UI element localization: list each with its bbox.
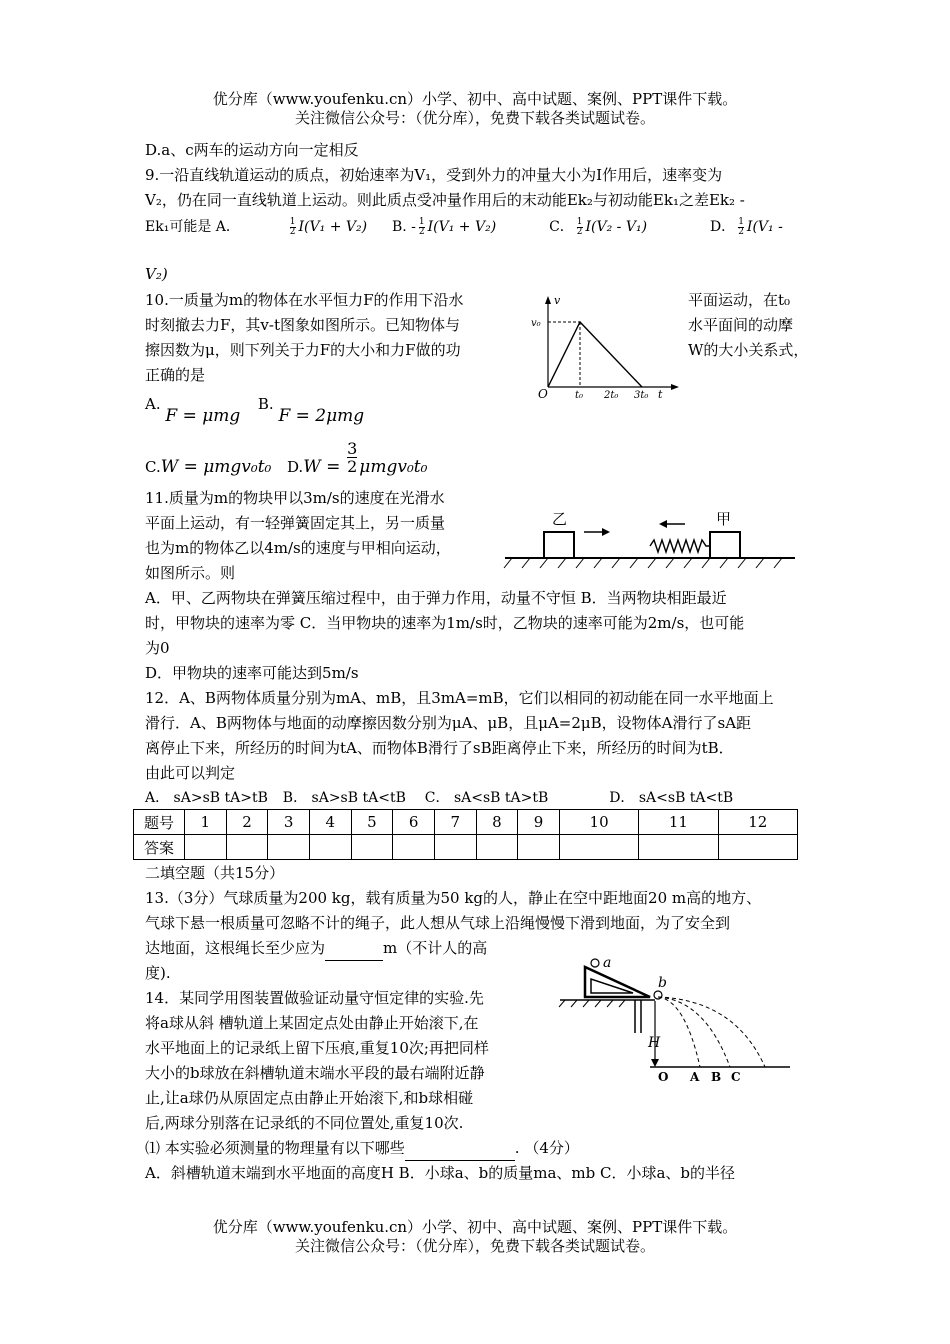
graph-vt-line	[548, 322, 642, 387]
table-cell-num: 1	[185, 810, 227, 835]
section2-title: 二填空题（共15分）	[145, 864, 285, 882]
q10-options-ab	[145, 392, 365, 426]
answer-cell[interactable]	[268, 835, 310, 860]
q11-option-bc: 时，甲物块的速率为零 C．当甲物块的速率为1m/s时，乙物块的速率可能为2m/s，也可能	[145, 614, 745, 632]
q9-frac-a: $\frac{1}{2}$	[289, 216, 296, 237]
q14-line2: 将a球从斜 槽轨道上某固定点处由静止开始滚下,在	[145, 1014, 479, 1032]
answer-table	[133, 809, 798, 860]
q14-experiment-figure	[555, 955, 795, 1085]
table-cell-num: 3	[268, 810, 310, 835]
q10-vt-graph	[530, 292, 680, 402]
q10-options-cd	[145, 440, 427, 480]
q9-line2: V₂，仍在同一直线轨道上运动。则此质点受冲量作用后的末动能Ek₂与初动能Ek₁之差Ek₂ -	[145, 191, 745, 209]
q14-line6: 后,两球分别落在记录纸的不同位置处,重复10次.	[145, 1114, 464, 1132]
q12-option-a: A． sA>sB tA>tB	[145, 790, 268, 806]
q14-answer-blank[interactable]	[405, 1144, 515, 1161]
graph-v-label: v	[554, 294, 561, 307]
q10-option-d-label: D.	[286, 457, 304, 476]
q9-frac-c: $\frac{1}{2}$	[576, 216, 583, 237]
q13-line2: 气球下悬一根质量可忽略不计的绳子，此人想从气球上沿绳慢慢下滑到地面，为了安全到	[145, 914, 731, 932]
fig-trajectory-a	[658, 997, 700, 1067]
q11-line2: 平面上运动，有一轻弹簧固定其上，另一质量	[145, 514, 446, 532]
q9-options	[145, 215, 810, 240]
q12-line4: 由此可以判定	[145, 764, 236, 782]
q10-line1: 10.一质量为m的物体在水平恒力F的作用下沿水	[145, 291, 464, 309]
q10-line1-right: 平面运动，在t₀	[688, 291, 791, 309]
answer-cell[interactable]	[518, 835, 560, 860]
page-footer-line1: 优分库（www.youfenku.cn）小学、初中、高中试题、案例、PPT课件下载。	[212, 1218, 738, 1236]
table-cell-num: 11	[639, 810, 718, 835]
q9-option-b-label: B. -	[391, 219, 416, 235]
q9-option-b: I(V₁ + V₂)	[427, 219, 497, 235]
table-cell-num: 6	[393, 810, 435, 835]
table-cell-num: 12	[718, 810, 797, 835]
fig-label-yi: 乙	[552, 510, 568, 528]
fig-trajectory-b	[658, 997, 730, 1067]
q12-option-d: D． sA<sB tA<tB	[609, 790, 734, 806]
q13-answer-blank[interactable]	[325, 944, 383, 961]
answer-cell[interactable]	[718, 835, 797, 860]
q10-option-d-rhs: μmgv₀t₀	[359, 456, 428, 477]
arrow-jia-head	[659, 520, 667, 528]
q14-line3: 水平地面上的记录纸上留下压痕,重复10次;再把同样	[145, 1039, 489, 1057]
q12-line1: 12．A、B两物体质量分别为mA、mB，且3mA=mB，它们以相同的初动能在同一水平地面上	[145, 689, 774, 707]
fig-table-hatch	[559, 1000, 625, 1007]
q10-line3: 擦因数为μ，则下列关于力F的大小和力F做的功	[145, 341, 461, 359]
answer-cell[interactable]	[351, 835, 393, 860]
fig-ground-hatch	[504, 558, 782, 568]
answer-cell[interactable]	[185, 835, 227, 860]
q10-option-c-label: C.	[145, 457, 161, 476]
graph-v-arrow	[545, 296, 551, 304]
answer-cell[interactable]	[226, 835, 268, 860]
q14-line1: 14．某同学用图装置做验证动量守恒定律的实验.先	[145, 989, 484, 1007]
q13-line1: 13.（3分）气球质量为200 kg，载有质量为50 kg的人，静止在空中距地面20 m高的地方、	[145, 889, 762, 907]
q13-line3: 达地面，这根绳长至少应为 m（不计人的高	[145, 936, 810, 961]
answer-cell[interactable]	[393, 835, 435, 860]
graph-tick-t0: t₀	[575, 390, 584, 401]
q14-line5: 止,让a球仍从原固定点由静止开始滚下,和b球相碰	[145, 1089, 474, 1107]
q10-option-a-label: A.	[145, 395, 161, 413]
q11-option-d: D．甲物块的速率可能达到5m/s	[145, 664, 359, 682]
block-jia	[710, 532, 740, 558]
graph-v0-label: v₀	[531, 318, 541, 329]
q10-frac-d: $\frac{3}{2}$	[347, 439, 358, 476]
q9-line4: V₂)	[145, 265, 168, 283]
fig-trajectory-c	[658, 997, 765, 1067]
answer-cell[interactable]	[559, 835, 638, 860]
table-cell-num: 4	[309, 810, 351, 835]
q14-line4: 大小的b球放在斜槽轨道末端水平段的最右端附近静	[145, 1064, 485, 1082]
q9-option-d-label: D．	[709, 219, 736, 235]
q10-line2: 时刻撤去力F，其v-t图象如图所示。已知物体与	[145, 316, 460, 334]
fig-label-b: b	[658, 975, 667, 991]
graph-origin-label: O	[538, 387, 548, 401]
q14-options: A．斜槽轨道末端到水平地面的高度H B．小球a、b的质量ma、mb C．小球a、b的半径	[145, 1164, 736, 1182]
q10-line3-right: W的大小关系式，	[688, 341, 809, 359]
q12-options	[145, 786, 810, 811]
table-cell-num: 8	[476, 810, 518, 835]
graph-tick-2t0: 2t₀	[604, 390, 619, 401]
answer-cell[interactable]	[476, 835, 518, 860]
table-label-answer: 答案	[134, 835, 185, 860]
fig-ball-a	[591, 959, 599, 967]
q11-line1: 11.质量为m的物块甲以3m/s的速度在光滑水	[145, 489, 445, 507]
table-cell-num: 7	[434, 810, 476, 835]
q11-line4: 如图所示。则	[145, 564, 236, 582]
table-label-number: 题号	[134, 810, 185, 835]
fig-label-pa: A	[690, 1070, 700, 1084]
q12-line3: 离停止下来，所经历的时间为tA、而物体B滑行了sB距离停止下来，所经历的时间为tB．	[145, 739, 734, 757]
q12-option-b: B． sA>sB tA<tB	[282, 790, 406, 806]
table-cell-num: 2	[226, 810, 268, 835]
fig-height-arrow	[651, 1059, 659, 1067]
q9-frac-d: $\frac{1}{2}$	[738, 216, 744, 237]
answer-cell[interactable]	[639, 835, 718, 860]
q11-line3: 也为m的物体乙以4m/s的速度与甲相向运动，	[145, 539, 451, 557]
fig-label-o: O	[658, 1070, 669, 1084]
fig-label-jia: 甲	[716, 510, 732, 528]
fig-label-h: H	[648, 1035, 661, 1051]
q13-line4: 度).	[145, 964, 171, 982]
page-footer-line2: 关注微信公众号：（优分库），免费下载各类试题试卷。	[294, 1237, 655, 1255]
fig-label-pb: B	[711, 1070, 722, 1084]
table-cell-num: 10	[559, 810, 638, 835]
q10-option-d-lhs: W =	[303, 456, 341, 477]
table-cell-num: 9	[518, 810, 560, 835]
graph-t-label: t	[658, 388, 663, 401]
table-row-answers	[134, 835, 798, 860]
q12-option-c: C． sA<sB tA>tB	[424, 790, 549, 806]
q9-line3: Ek₁可能是 A．	[145, 219, 240, 235]
graph-t-arrow	[671, 384, 679, 390]
q10-option-b: F = 2μmg	[278, 406, 365, 426]
q10-line4: 正确的是	[145, 366, 206, 384]
q9-frac-b: $\frac{1}{2}$	[418, 216, 425, 237]
q11-option-c-end: 为0	[145, 639, 170, 657]
q12-line2: 滑行．A、B两物体与地面的动摩擦因数分别为μA、μB，且μA=2μB，设物体A滑行了sA距	[145, 714, 752, 732]
page-header-line2: 关注微信公众号：（优分库），免费下载各类试题试卷。	[294, 109, 655, 127]
q10-option-c: W = μmgv₀t₀	[160, 456, 272, 477]
fig-spring	[650, 540, 710, 552]
graph-tick-3t0: 3t₀	[634, 390, 649, 401]
q14-sub1: ⑴ 本实验必须测量的物理量有以下哪些 . （4分）	[145, 1136, 810, 1161]
q8-option-d: D.a、c两车的运动方向一定相反	[145, 141, 359, 159]
q11-spring-figure	[500, 500, 800, 575]
q10-line2-right: 水平面间的动摩	[688, 316, 794, 334]
arrow-yi-head	[602, 528, 610, 536]
q9-option-c: I(V₂ - V₁)	[585, 219, 648, 235]
fig-label-pc: C	[731, 1070, 741, 1084]
q9-option-a: I(V₁ + V₂)	[298, 219, 368, 235]
q9-option-d: I(V₁ -	[746, 219, 783, 235]
page-header-line1: 优分库（www.youfenku.cn）小学、初中、高中试题、案例、PPT课件下载。	[212, 90, 738, 108]
q9-line1: 9.一沿直线轨道运动的质点，初始速率为V₁，受到外力的冲量大小为I作用后，速率变为	[145, 166, 723, 184]
table-row-numbers	[134, 810, 798, 835]
q10-option-a: F = μmg	[165, 406, 241, 426]
answer-cell[interactable]	[309, 835, 351, 860]
q9-option-c-label: C．	[549, 219, 574, 235]
q10-option-b-label: B.	[257, 395, 274, 413]
table-cell-num: 5	[351, 810, 393, 835]
q11-option-a: A．甲、乙两物块在弹簧压缩过程中，由于弹力作用，动量不守恒 B．当两物块相距最近	[145, 589, 727, 607]
block-yi	[544, 532, 574, 558]
fig-label-a: a	[603, 955, 612, 971]
answer-cell[interactable]	[434, 835, 476, 860]
